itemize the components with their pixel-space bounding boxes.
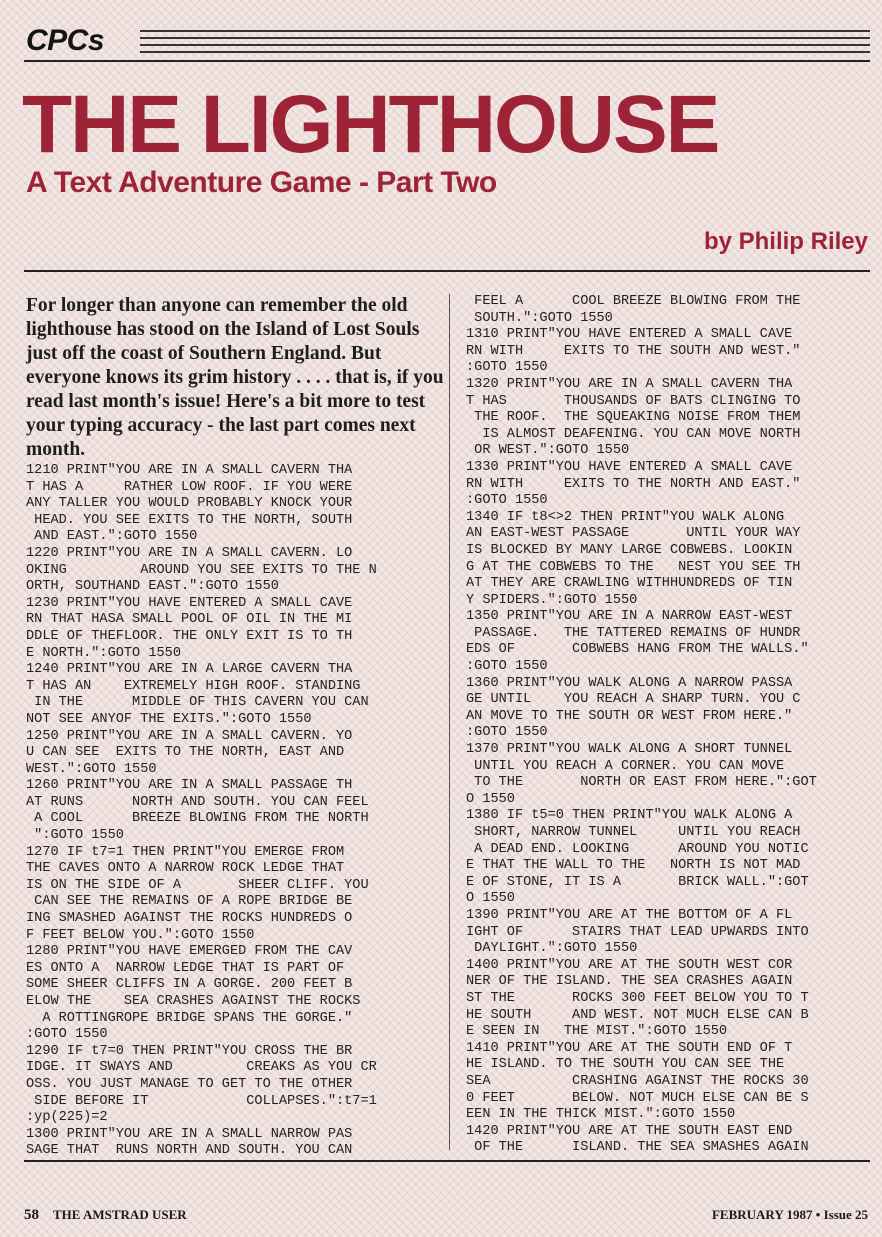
code-line: 1220 PRINT"YOU ARE IN A SMALL CAVERN. LO [26,545,353,561]
code-listing-right [466,294,817,1157]
code-line: 1420 PRINT"YOU ARE AT THE SOUTH EAST END [466,1123,793,1139]
code-line: SAGE THAT RUNS NORTH AND SOUTH. YOU CAN [26,1143,353,1159]
code-line: NOT SEE ANYOF THE EXITS.":GOTO 1550 [26,711,312,727]
code-line: O 1550 [466,791,515,807]
code-line: SOME SHEER CLIFFS IN A GORGE. 200 FEET B [26,977,353,993]
intro-paragraph: For longer than anyone can remember the old lighthouse has stood on the Island of Lost Souls just off the coast of Southern England. But everyone knows its grim history . . . . that is, if you read last month's issue! Here's a bit more to test your typing accuracy - the last part comes next month. [26,295,444,460]
code-line: IN THE MIDDLE OF THIS CAVERN YOU CAN [26,695,369,711]
code-line: :GOTO 1550 [26,1027,108,1043]
code-line: 1270 IF t7=1 THEN PRINT"YOU EMERGE FROM [26,844,345,860]
code-line: OKING AROUND YOU SEE EXITS TO THE N [26,562,377,578]
code-line: 1340 IF t8<>2 THEN PRINT"YOU WALK ALONG [466,509,785,525]
code-line: A DEAD END. LOOKING AROUND YOU NOTIC [466,841,809,857]
code-line: SEA CRASHING AGAINST THE ROCKS 30 [466,1073,809,1089]
code-line: 1310 PRINT"YOU HAVE ENTERED A SMALL CAVE [466,327,793,343]
code-line: F FEET BELOW YOU.":GOTO 1550 [26,927,255,943]
code-line: 1400 PRINT"YOU ARE AT THE SOUTH WEST COR [466,957,793,973]
code-line: 1290 IF t7=0 THEN PRINT"YOU CROSS THE BR [26,1043,353,1059]
code-line: AT THEY ARE CRAWLING WITHHUNDREDS OF TIN [466,576,793,592]
title-divider [24,270,870,272]
code-line: U CAN SEE EXITS TO THE NORTH, EAST AND [26,745,345,761]
code-line: OF THE ISLAND. THE SEA SMASHES AGAIN [466,1140,809,1156]
code-line: THE ROOF. THE SQUEAKING NOISE FROM THEM [466,410,801,426]
section-label: CPCs [26,24,105,57]
code-line: :yp(225)=2 [26,1110,108,1126]
code-line: AND EAST.":GOTO 1550 [26,529,198,545]
footer-divider [24,1160,870,1162]
code-line: 1390 PRINT"YOU ARE AT THE BOTTOM OF A FL [466,907,793,923]
code-line: OR WEST.":GOTO 1550 [466,443,630,459]
code-line: TO THE NORTH OR EAST FROM HERE.":GOT [466,775,817,791]
code-line: IS ON THE SIDE OF A SHEER CLIFF. YOU [26,877,369,893]
code-line: OSS. YOU JUST MANAGE TO GET TO THE OTHER [26,1076,353,1092]
column-divider [449,294,450,1150]
code-line: ST THE ROCKS 300 FEET BELOW YOU TO T [466,990,809,1006]
code-line: HEAD. YOU SEE EXITS TO THE NORTH, SOUTH [26,512,353,528]
code-line: GE UNTIL YOU REACH A SHARP TURN. YOU C [466,692,801,708]
code-line: G AT THE COBWEBS TO THE NEST YOU SEE TH [466,559,801,575]
code-line: :GOTO 1550 [466,725,548,741]
code-line: DAYLIGHT.":GOTO 1550 [466,941,638,957]
code-line: SIDE BEFORE IT COLLAPSES.":t7=1 [26,1093,377,1109]
code-line: HE ISLAND. TO THE SOUTH YOU CAN SEE THE [466,1057,785,1073]
code-line: A COOL BREEZE BLOWING FROM THE NORTH [26,811,369,827]
code-line: RN WITH EXITS TO THE SOUTH AND WEST." [466,343,801,359]
code-line: HE SOUTH AND WEST. NOT MUCH ELSE CAN B [466,1007,809,1023]
code-line: 1210 PRINT"YOU ARE IN A SMALL CAVERN THA [26,463,353,478]
code-listing-left [26,463,377,1160]
code-line: ING SMASHED AGAINST THE ROCKS HUNDREDS O [26,911,353,927]
code-line: WEST.":GOTO 1550 [26,761,157,777]
code-line: IDGE. IT SWAYS AND CREAKS AS YOU CR [26,1060,377,1076]
code-line: NER OF THE ISLAND. THE SEA CRASHES AGAIN [466,974,793,990]
code-line: SOUTH.":GOTO 1550 [466,310,613,326]
code-line: T HAS A RATHER LOW ROOF. IF YOU WERE [26,479,353,495]
article-byline: by Philip Riley [703,228,868,255]
code-line: 1350 PRINT"YOU ARE IN A NARROW EAST-WEST [466,609,793,625]
code-line: SHORT, NARROW TUNNEL UNTIL YOU REACH [466,825,801,840]
code-line: T HAS THOUSANDS OF BATS CLINGING TO [466,393,801,409]
code-line: T HAS AN EXTREMELY HIGH ROOF. STANDING [26,678,361,694]
code-line: Y SPIDERS.":GOTO 1550 [466,592,638,608]
code-line: FEEL A COOL BREEZE BLOWING FROM THE [466,294,801,309]
code-line: 1280 PRINT"YOU HAVE EMERGED FROM THE CAV [26,944,353,960]
code-line: E THAT THE WALL TO THE NORTH IS NOT MAD [466,858,801,874]
code-line: 1250 PRINT"YOU ARE IN A SMALL CAVERN. YO [26,728,353,744]
code-line: 1320 PRINT"YOU ARE IN A SMALL CAVERN THA [466,376,793,392]
code-line: DDLE OF THEFLOOR. THE ONLY EXIT IS TO TH [26,628,353,644]
code-line: E NORTH.":GOTO 1550 [26,645,181,661]
code-line: 1230 PRINT"YOU HAVE ENTERED A SMALL CAVE [26,595,353,611]
code-line: ES ONTO A NARROW LEDGE THAT IS PART OF [26,960,345,976]
publication-name: THE AMSTRAD USER [53,1207,187,1222]
article-subtitle: A Text Adventure Game - Part Two [26,166,497,199]
header-rules [140,30,870,58]
code-line: O 1550 [466,891,515,907]
code-line: 0 FEET BELOW. NOT MUCH ELSE CAN BE S [466,1090,809,1106]
code-line: E SEEN IN THE MIST.":GOTO 1550 [466,1024,728,1040]
code-line: :GOTO 1550 [466,360,548,376]
code-line: IS ALMOST DEAFENING. YOU CAN MOVE NORTH [466,426,801,442]
code-line: PASSAGE. THE TATTERED REMAINS OF HUNDR [466,625,801,641]
code-line: 1260 PRINT"YOU ARE IN A SMALL PASSAGE TH [26,778,353,794]
code-line: ELOW THE SEA CRASHES AGAINST THE ROCKS [26,994,361,1009]
code-line: 1330 PRINT"YOU HAVE ENTERED A SMALL CAVE [466,459,793,475]
code-line: IGHT OF STAIRS THAT LEAD UPWARDS INTO [466,924,809,940]
code-line: 1360 PRINT"YOU WALK ALONG A NARROW PASSA [466,675,793,691]
code-line: :GOTO 1550 [466,659,548,675]
code-line: IS BLOCKED BY MANY LARGE COBWEBS. LOOKIN [466,542,793,558]
code-line: CAN SEE THE REMAINS OF A ROPE BRIDGE BE [26,894,353,910]
issue-info: FEBRUARY 1987 • Issue 25 [711,1207,868,1222]
header-divider [24,60,870,62]
code-line: :GOTO 1550 [466,493,548,509]
code-line: E OF STONE, IT IS A BRICK WALL.":GOT [466,874,809,890]
code-line: EDS OF COBWEBS HANG FROM THE WALLS." [466,642,809,658]
code-line: AT RUNS NORTH AND SOUTH. YOU CAN FEEL [26,794,369,810]
code-line: AN MOVE TO THE SOUTH OR WEST FROM HERE." [466,708,793,724]
code-line: THE CAVES ONTO A NARROW ROCK LEDGE THAT [26,861,345,877]
code-line: 1410 PRINT"YOU ARE AT THE SOUTH END OF T [466,1040,793,1056]
code-line: AN EAST-WEST PASSAGE UNTIL YOUR WAY [466,526,801,542]
code-line: 1370 PRINT"YOU WALK ALONG A SHORT TUNNEL [466,742,793,758]
code-line: 1300 PRINT"YOU ARE IN A SMALL NARROW PAS [26,1126,353,1142]
code-line: EEN IN THE THICK MIST.":GOTO 1550 [466,1107,736,1123]
code-line: RN THAT HASA SMALL POOL OF OIL IN THE MI [26,612,353,628]
code-line: RN WITH EXITS TO THE NORTH AND EAST." [466,476,801,492]
code-line: ORTH, SOUTHAND EAST.":GOTO 1550 [26,579,279,595]
footer-left [24,1207,187,1224]
code-line: UNTIL YOU REACH A CORNER. YOU CAN MOVE [466,758,785,774]
code-line: A ROTTINGROPE BRIDGE SPANS THE GORGE." [26,1010,353,1026]
code-line: 1380 IF t5=0 THEN PRINT"YOU WALK ALONG A [466,808,793,824]
code-line: 1240 PRINT"YOU ARE IN A LARGE CAVERN THA [26,662,353,678]
code-line: ":GOTO 1550 [26,828,124,844]
article-title: THE LIGHTHOUSE [22,79,719,170]
code-line: ANY TALLER YOU WOULD PROBABLY KNOCK YOUR [26,496,353,512]
page-number: 58 [24,1207,39,1223]
